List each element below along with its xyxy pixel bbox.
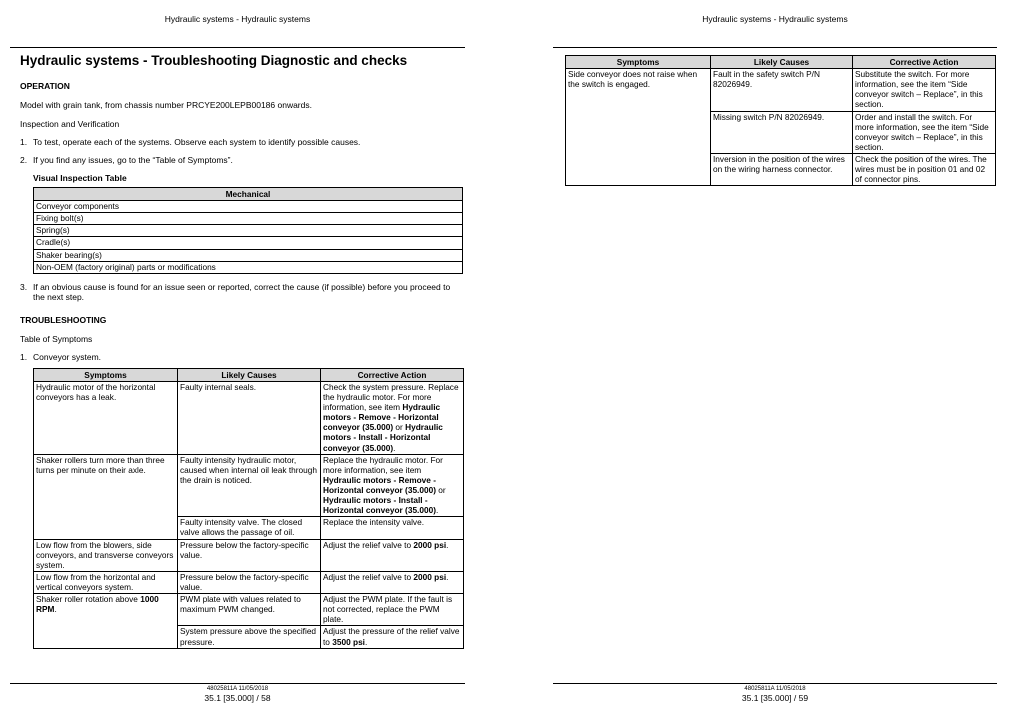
header-rule — [553, 47, 997, 48]
running-header: Hydraulic systems - Hydraulic systems — [702, 14, 848, 24]
likely-cause-cell: Pressure below the factory-specific value. — [178, 539, 321, 571]
table-row — [34, 454, 464, 517]
symptoms-table-right — [565, 55, 996, 186]
inspection-row — [34, 249, 463, 261]
corrective-action-cell: Replace the intensity valve. — [321, 517, 464, 539]
symptom-cell: Side conveyor does not raise when the switch is engaged. — [566, 69, 711, 186]
corrective-action-cell: Check the system pressure. Replace the hydraulic motor. For more information, see item Hydraulic motors - Remove - Horizontal conveyor (35.000) or Hydraulic motors - Install - Horizontal conveyor (35.000). — [321, 381, 464, 454]
table-row — [566, 69, 996, 111]
model-note: Model with grain tank, from chassis number PRCYE200LEPB00186 onwards. — [20, 100, 312, 110]
symptom-cell: Low flow from the blowers, side conveyors, and transverse conveyors system. — [34, 539, 178, 571]
symptom-cell: Hydraulic motor of the horizontal conveyors has a leak. — [34, 381, 178, 454]
corrective-action-cell: Adjust the PWM plate. If the fault is not corrected, replace the PWM plate. — [321, 594, 464, 626]
likely-cause-cell: Faulty intensity hydraulic motor, caused when internal oil leak through the drain is noticed. — [178, 454, 321, 517]
corrective-action-cell: Adjust the pressure of the relief valve to 3500 psi. — [321, 626, 464, 648]
inspection-item: Non-OEM (factory original) parts or modifications — [34, 261, 463, 273]
step-text: If you find any issues, go to the “Table of Symptoms”. — [33, 155, 233, 165]
visual-inspection-table-title: Visual Inspection Table — [33, 173, 127, 183]
inspection-row — [34, 225, 463, 237]
step-text: To test, operate each of the systems. Observe each system to identify possible causes. — [33, 137, 361, 147]
doc-reference: 48025811A 11/05/2018 — [744, 686, 806, 692]
likely-cause-cell: System pressure above the specified pressure. — [178, 626, 321, 648]
inspection-row — [34, 261, 463, 273]
page-left — [10, 0, 465, 649]
table-row — [34, 571, 464, 593]
footer-right — [553, 683, 997, 703]
inspection-item: Conveyor components — [34, 201, 463, 213]
likely-cause-cell: Faulty internal seals. — [178, 381, 321, 454]
page-title: Hydraulic systems - Troubleshooting Diagnostic and checks — [20, 53, 408, 68]
inspection-item: Spring(s) — [34, 225, 463, 237]
symptoms-table-left — [33, 368, 464, 649]
likely-cause-cell: PWM plate with values related to maximum PWM changed. — [178, 594, 321, 626]
corrective-action-cell: Adjust the relief valve to 2000 psi. — [321, 539, 464, 571]
step-2 — [20, 155, 463, 165]
column-header: Symptoms — [34, 368, 178, 381]
inspection-item: Fixing bolt(s) — [34, 213, 463, 225]
likely-cause-cell: Faulty intensity valve. The closed valve allows the passage of oil. — [178, 517, 321, 539]
doc-reference: 48025811A 11/05/2018 — [206, 686, 269, 692]
step-number: 2. — [20, 155, 28, 165]
page-right — [553, 0, 997, 186]
step-1 — [20, 137, 463, 147]
column-header: Corrective Action — [321, 368, 464, 381]
inspection-verification-label: Inspection and Verification — [20, 119, 120, 129]
corrective-action-cell: Adjust the relief valve to 2000 psi. — [321, 571, 464, 593]
inspection-item: Shaker bearing(s) — [34, 249, 463, 261]
table-of-symptoms-label: Table of Symptoms — [20, 333, 93, 344]
likely-cause-cell: Missing switch P/N 82026949. — [711, 111, 853, 153]
page-number: 35.1 [35.000] / 58 — [204, 693, 271, 703]
operation-heading: OPERATION — [20, 81, 70, 91]
symptom-cell: Low flow from the horizontal and vertical conveyors system. — [34, 571, 178, 593]
corrective-action-cell: Replace the hydraulic motor. For more information, see item Hydraulic motors - Remove - Horizontal conveyor (35.000) or Hydraulic motors - Install - Horizontal conveyor (35.000). — [321, 454, 464, 517]
symptom-cell: Shaker roller rotation above 1000 RPM. — [34, 594, 178, 649]
running-header: Hydraulic systems - Hydraulic systems — [164, 14, 311, 24]
visual-inspection-table — [33, 187, 463, 274]
inspection-row — [34, 201, 463, 213]
footer-left — [10, 683, 465, 703]
corrective-action-cell: Substitute the switch. For more information, see the item “Side conveyor switch – Replace”, in this section. — [853, 69, 996, 111]
table-row — [34, 381, 464, 454]
item-number: 1. — [20, 351, 28, 362]
inspection-item: Cradle(s) — [34, 237, 463, 249]
item-text: Conveyor system. — [33, 351, 102, 362]
conveyor-system-item — [20, 352, 463, 362]
likely-cause-cell: Pressure below the factory-specific value. — [178, 571, 321, 593]
header-rule — [10, 47, 465, 48]
visual-inspection-table-header: Mechanical — [34, 188, 463, 201]
inspection-row — [34, 237, 463, 249]
table-row — [34, 594, 464, 626]
likely-cause-cell: Inversion in the position of the wires on the wiring harness connector. — [711, 153, 853, 185]
page-number: 35.1 [35.000] / 59 — [741, 693, 809, 703]
corrective-action-cell: Order and install the switch. For more information, see the item “Side conveyor switch – Replace”, in this section. — [853, 111, 996, 153]
step-number: 3. — [20, 281, 28, 292]
step-number: 1. — [20, 137, 28, 147]
inspection-row — [34, 213, 463, 225]
step-3 — [20, 282, 463, 302]
corrective-action-cell: Check the position of the wires. The wires must be in position 01 and 02 of connector pins. — [853, 153, 996, 185]
step-text: If an obvious cause is found for an issue seen or reported, correct the cause (if possible) before you proceed to the next step. — [33, 281, 451, 302]
troubleshooting-heading: TROUBLESHOOTING — [20, 314, 107, 325]
column-header: Symptoms — [566, 56, 711, 69]
column-header: Likely Causes — [178, 368, 321, 381]
column-header: Corrective Action — [853, 56, 996, 69]
table-row — [34, 539, 464, 571]
likely-cause-cell: Fault in the safety switch P/N 82026949. — [711, 69, 853, 111]
column-header: Likely Causes — [711, 56, 853, 69]
symptom-cell: Shaker rollers turn more than three turns per minute on their axle. — [34, 454, 178, 539]
